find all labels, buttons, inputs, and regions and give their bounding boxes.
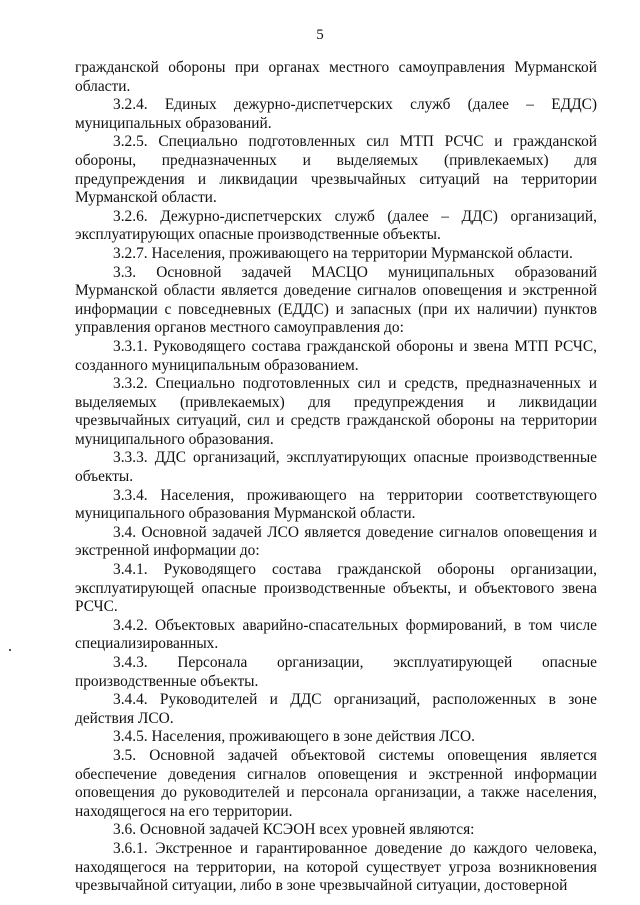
paragraph: 3.3.4. Населения, проживающего на территории соответствующего муниципального образования Мурманской области.	[75, 486, 597, 523]
paragraph: 3.4.5. Населения, проживающего в зоне действия ЛСО.	[113, 728, 475, 746]
scan-mark	[9, 649, 11, 651]
paragraph: 3.2.4. Единых дежурно-диспетчерских служб (далее – ЕДДС) муниципальных образований.	[75, 96, 597, 132]
paragraph: 3.4. Основной задачей ЛСО является доведение сигналов оповещения и экстренной информации до:	[75, 523, 597, 560]
paragraph: 3.4.4. Руководителей и ДДС организаций, расположенных в зоне действия ЛСО.	[75, 691, 597, 727]
page-number: 5	[316, 27, 324, 43]
paragraph: гражданской обороны при органах местного самоуправления Мурманской области.	[75, 59, 597, 95]
paragraph: 3.3.1. Руководящего состава гражданской обороны и звена МТП РСЧС, созданного муниципальным образованием.	[75, 337, 597, 374]
paragraph: 3.4.3. Персонала организации, эксплуатирующей опасные производственные объекты.	[75, 654, 597, 690]
paragraph: 3.4.1. Руководящего состава гражданской обороны организации, эксплуатирующей опасные производственные объекты, и объектового звена РСЧС.	[75, 561, 597, 616]
paragraph: 3.3.3. ДДС организаций, эксплуатирующих опасные производственные объекты.	[75, 449, 597, 486]
body-text	[75, 59, 597, 896]
paragraph: 3.2.7. Населения, проживающего на территории Мурманской области.	[113, 244, 573, 262]
paragraph: 3.3. Основной задачей МАСЦО муниципальных образований Мурманской области является доведение сигналов оповещения и экстренной информации с повседневных (ЕДДС) и запасных (при их наличии) пунктов управления органов местного самоуправления до:	[75, 263, 597, 337]
paragraph: 3.2.5. Специально подготовленных сил МТП РСЧС и гражданской обороны, предназначенных и выделяемых (привлекаемых) для предупреждения и ликвидации чрезвычайных ситуаций на территории Мурманской области.	[75, 133, 597, 207]
paragraph: 3.3.2. Специально подготовленных сил и средств, предназначенных и выделяемых (привлекаемых) для предупреждения и ликвидации чрезвычайных ситуаций, сил и средств гражданской обороны на территории муниципального образования.	[75, 375, 597, 448]
paragraph: 3.6.1. Экстренное и гарантированное доведение до каждого человека, находящегося на территории, на которой существует угроза возникновения чрезвычайной ситуации, либо в зоне чрезвычайной ситуации, достоверной	[75, 839, 597, 895]
paragraph: 3.4.2. Объектовых аварийно-спасательных формирований, в том числе специализированных.	[75, 616, 597, 653]
paragraph: 3.6. Основной задачей КСЭОН всех уровней являются:	[113, 821, 475, 839]
paragraph: 3.5. Основной задачей объектовой системы оповещения является обеспечение доведения сигналов оповещения и экстренной информации оповещения до руководителей и персонала организации, а также населения, находящегося на его территории.	[75, 746, 597, 820]
paragraph: 3.2.6. Дежурно-диспетчерских служб (далее – ДДС) организаций, эксплуатирующих опасные производственные объекты.	[75, 207, 597, 244]
